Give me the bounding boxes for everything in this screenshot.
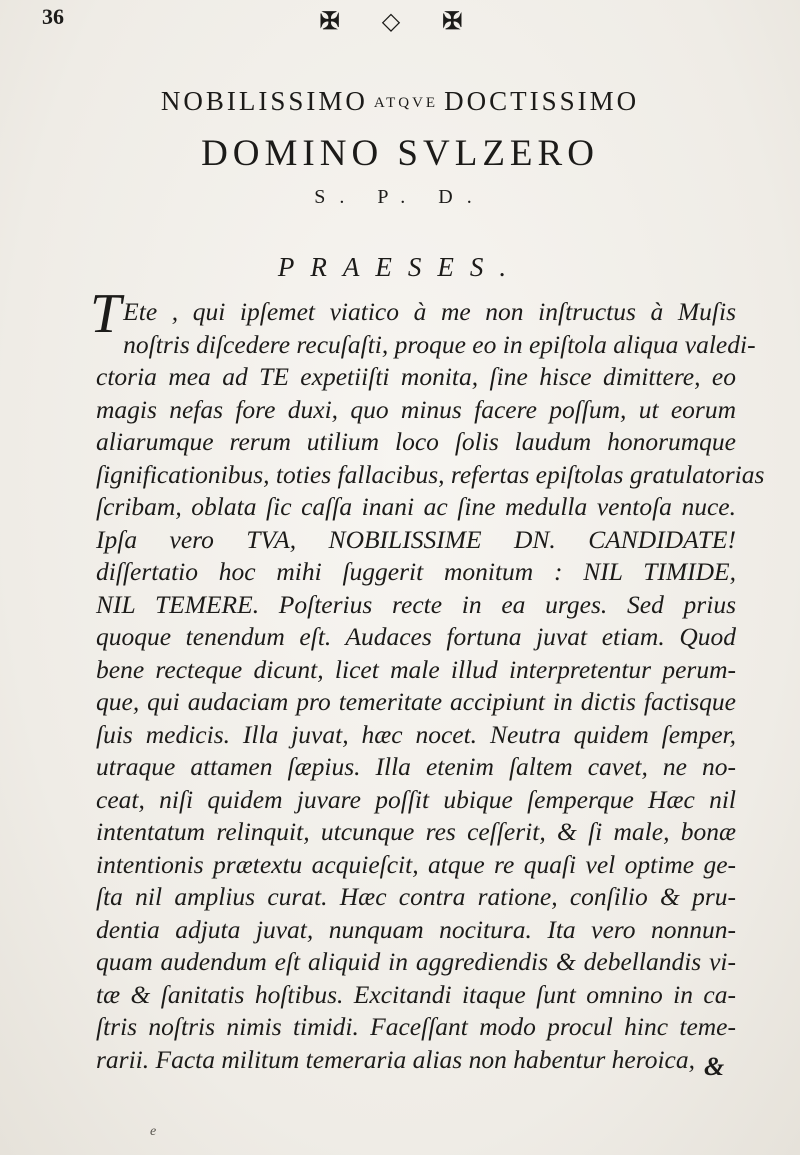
dedication-line-3: S. P. D. [314,186,486,208]
section-heading: PRAESES. [277,252,523,282]
body-line: ſtris noſtris nimis timidi. Faceſſant modo procul hinc teme- [96,1012,736,1041]
body-line: diſſertatio hoc mihi ſuggerit monitum : NIL TIMIDE, [96,557,736,586]
body-line: ſcribam, oblata ſic caſſa inani ac ſine medulla ventoſa nuce. [96,492,736,521]
body-line: quoque tenendum eſt. Audaces fortuna juvat etiam. Quod [96,622,736,651]
body-line: utraque attamen ſæpius. Illa etenim ſaltem cavet, ne no- [96,752,736,781]
dedication-line-2: DOMINO SVLZERO [201,133,599,174]
body-line: noſtris diſcedere recuſaſti, proque eo in epiſtola aliqua valedi- [123,329,756,359]
body-line: aliarumque rerum utilium loco ſolis laudum honorumque [96,427,736,456]
dedication-word-atque: ATQVE [373,95,439,111]
body-line: rarii. Facta militum temeraria alias non habentur heroica, [96,1044,695,1074]
dedication-line-1 [0,86,800,117]
catchword: & [704,1052,725,1081]
body-line: dentia adjuta juvat, nunquam nocitura. Ita vero nonnun- [96,914,736,944]
body-line: ctoria mea ad TE expetiiſti monita, ſine hisce dimittere, eo [96,362,736,391]
body-line: que, qui audaciam pro temeritate accipiunt in dictis factisque [96,687,736,716]
body-line: NIL TEMERE. Poſterius recte in ea urges. Sed prius [96,589,736,619]
body-line: ceat, niſi quidem juvare poſſit ubique ſemperque Hæc nil [96,784,736,814]
body-line: bene recteque dicunt, licet male illud interpretentur perum- [96,654,736,684]
body-line: ſignificationibus, toties fallacibus, refertas epiſtolas gratulatorias [96,459,765,489]
body-line: magis nefas fore duxi, quo minus facere poſſum, ut eorum [96,394,736,424]
body-line: quam audendum eſt aliquid in aggrediendis & debellandis vi- [96,947,736,976]
body-line: tæ & ſanitatis hoſtibus. Excitandi itaque ſunt omnino in ca- [96,979,736,1009]
body-lines [96,296,765,1076]
page-number: 36 [42,4,64,29]
body-line: intentionis prætextu acquieſcit, atque re quaſi vel optime ge- [96,849,736,879]
dedication-word-doctissimo: DOCTISSIMO [444,86,640,116]
body-line: Ete , qui ipſemet viatico à me non inſtructus à Muſis [123,297,736,326]
dedication-word-nobilissimo: NOBILISSIMO [160,86,368,116]
body-text [90,283,765,1076]
signature-mark: e [150,1124,157,1139]
body-line: Ipſa vero TVA, NOBILISSIME DN. CANDIDATE! [96,524,736,554]
header-ornament: ✠ ◇ ✠ [319,9,481,35]
body-line: intentatum relinquit, utcunque res ceſſerit, & ſi male, bonæ [96,817,736,846]
body-line: ſuis medicis. Illa juvat, hæc nocet. Neutra quidem ſemper, [96,719,736,749]
drop-cap: T [90,283,122,345]
body-line: ſta nil amplius curat. Hæc contra ratione, conſilio & pru- [96,882,736,911]
